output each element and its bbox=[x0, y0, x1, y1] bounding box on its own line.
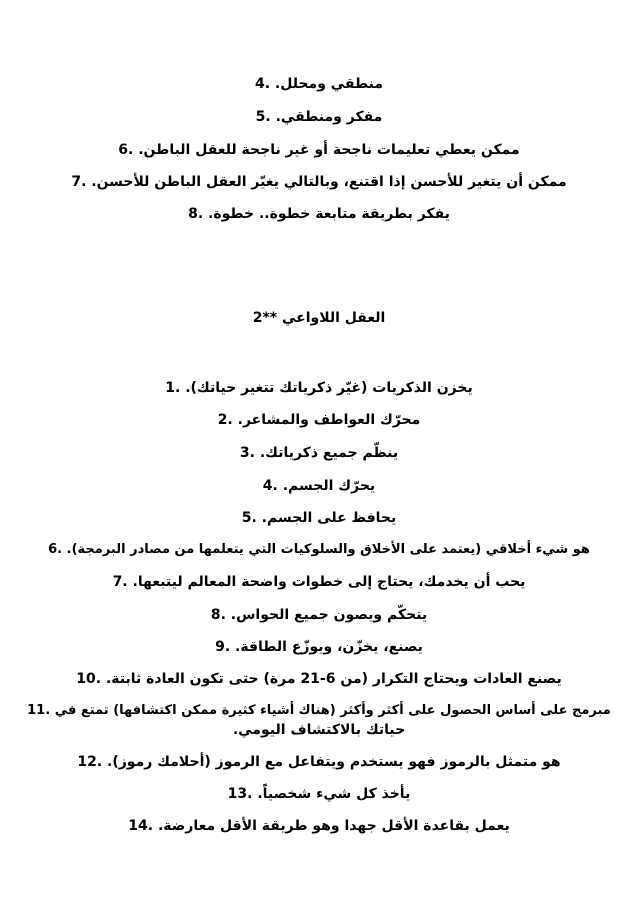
list-item bbox=[60, 410, 578, 430]
item-number: 9. bbox=[215, 639, 231, 655]
item-text: هو شيء أخلاقي (يعتمد على الأخلاق والسلوكيات التي يتعلمها من مصادر البرمجة). bbox=[66, 542, 590, 557]
item-text: مفكر ومنطقي. bbox=[275, 109, 383, 125]
item-text: هو متمثل بالرموز فهو يستخدم ويتفاعل مع الرموز (أحلامك رموز). bbox=[107, 754, 561, 770]
item-number: 12. bbox=[77, 754, 103, 770]
item-text: يفكر بطريقة متابعة خطوة.. خطوة. bbox=[208, 206, 450, 222]
item-text: يحب أن يخدمك، يحتاج إلى خطوات واضحة المعالم ليتبعها. bbox=[132, 574, 526, 590]
list-item bbox=[60, 204, 578, 224]
item-text: يخزن الذكريات (غيّر ذكرياتك تتغير حياتك). bbox=[185, 380, 473, 396]
item-text: منطقي ومحلل. bbox=[274, 76, 384, 92]
list-item bbox=[60, 572, 578, 592]
item-number: 14. bbox=[128, 818, 154, 834]
list-item bbox=[60, 140, 578, 160]
item-number: 3. bbox=[239, 445, 255, 461]
item-number: 1. bbox=[165, 380, 181, 396]
list-item bbox=[60, 74, 578, 94]
item-number: 5. bbox=[241, 510, 257, 526]
item-number: 6. bbox=[118, 142, 134, 158]
list-item bbox=[60, 172, 578, 192]
list-item bbox=[60, 476, 578, 496]
item-number: 5. bbox=[255, 109, 271, 125]
item-number: 8. bbox=[188, 206, 204, 222]
list-item bbox=[20, 669, 618, 689]
item-text: ممكن يعطي تعليمات ناجحة أو غير ناجحة للعقل الباطن. bbox=[138, 142, 520, 158]
item-number: 11. bbox=[27, 703, 51, 718]
list-item bbox=[60, 378, 578, 398]
item-number: 2. bbox=[217, 412, 233, 428]
item-text: يصنع، يخزّن، ويوزّع الطاقة. bbox=[235, 639, 423, 655]
item-text: يأخذ كل شيء شخصياً. bbox=[257, 786, 411, 802]
item-text: يتحكّم ويصون جميع الحواس. bbox=[230, 607, 428, 623]
list-item bbox=[20, 540, 618, 560]
item-text: ينظّم جميع ذكرياتك. bbox=[259, 445, 399, 461]
list-item bbox=[60, 508, 578, 528]
list-item bbox=[20, 701, 618, 721]
item-text: يعمل بقاعدة الأقل جهدا وهو طريقة الأقل معارضة. bbox=[157, 818, 510, 834]
list-item bbox=[60, 443, 578, 463]
list-item bbox=[60, 784, 578, 804]
item-number: 10. bbox=[76, 671, 102, 687]
list-item bbox=[20, 752, 618, 772]
list-item bbox=[60, 605, 578, 625]
item-number: 13. bbox=[227, 786, 253, 802]
item-number: 7. bbox=[112, 574, 128, 590]
list-item-continuation: حياتك بالاكتشاف اليومي. bbox=[232, 722, 406, 738]
list-item bbox=[60, 107, 578, 127]
item-text: يصنع العادات ويحتاج التكرار (من 6-21 مرة) حتى تكون العادة ثابتة. bbox=[105, 671, 562, 687]
item-number: 8. bbox=[210, 607, 226, 623]
section-heading: العقل اللاواعي **2 bbox=[252, 310, 386, 326]
item-number: 6. bbox=[48, 542, 63, 557]
item-text: يحرّك الجسم. bbox=[282, 478, 376, 494]
item-text: يحافظ على الجسم. bbox=[261, 510, 397, 526]
item-text: ممكن أن يتغير للأحسن إذا اقتنع، وبالتالي يغيّر العقل الباطن للأحسن. bbox=[91, 174, 567, 190]
item-text: مبرمج على أساس الحصول على أكثر وأكثر (هناك أشياء كثيرة ممكن اكتشافها) تمتع في bbox=[54, 703, 611, 718]
item-number: 7. bbox=[71, 174, 87, 190]
list-item bbox=[60, 816, 578, 836]
item-number: 4. bbox=[262, 478, 278, 494]
list-item bbox=[60, 637, 578, 657]
item-text: محرّك العواطف والمشاعر. bbox=[237, 412, 421, 428]
item-number: 4. bbox=[254, 76, 271, 92]
